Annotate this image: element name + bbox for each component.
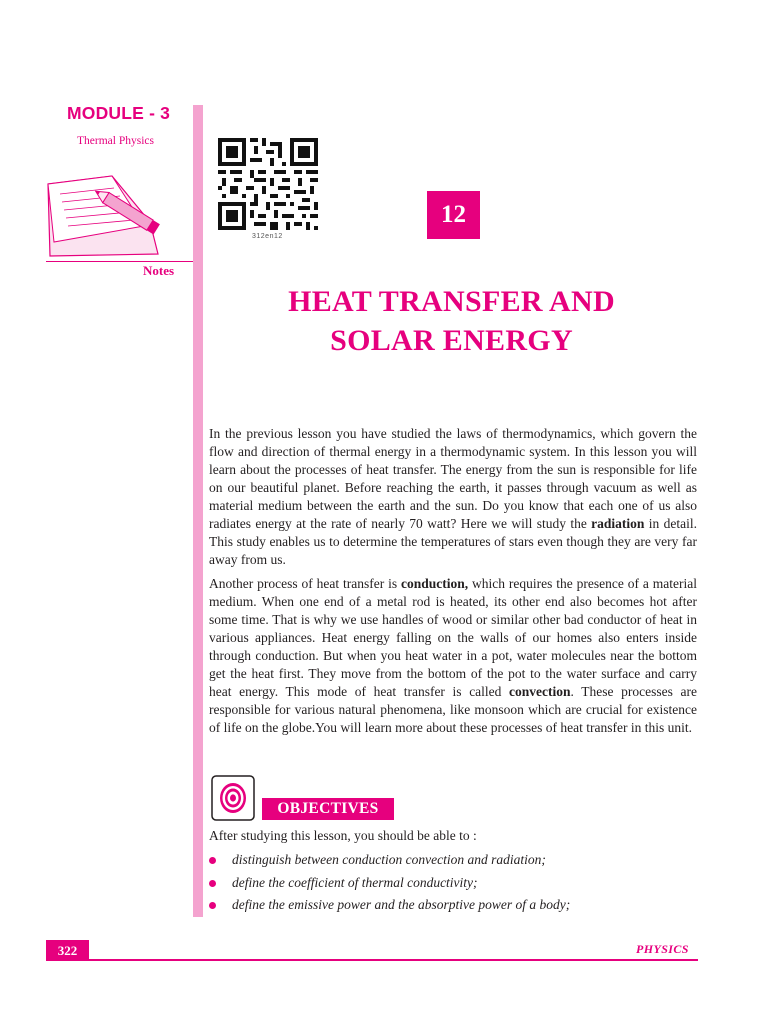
footer-subject: PHYSICS xyxy=(636,942,689,956)
chapter-title xyxy=(250,282,653,360)
p2-bold-convection: convection xyxy=(509,684,571,699)
bullet-icon xyxy=(209,857,216,864)
objective-item xyxy=(209,897,570,913)
intro-paragraph-1 xyxy=(209,425,697,569)
bullet-icon xyxy=(209,902,216,909)
module-title: MODULE - 3 xyxy=(67,103,171,123)
notes-label: Notes xyxy=(143,263,175,278)
p2-text-a: Another process of heat transfer is xyxy=(209,576,401,591)
qr-code-label: 312en12 xyxy=(252,233,283,240)
objective-text: define the emissive power and the absorptive power of a body; xyxy=(232,897,571,912)
footer-divider xyxy=(46,959,698,961)
objective-text: distinguish between conduction convection and radiation; xyxy=(232,852,546,867)
notes-divider xyxy=(46,261,194,262)
p1-bold-radiation: radiation xyxy=(591,516,645,531)
p1-text-b: in detail. This study enables us to determine the temperatures of stars even though they are very far away from us. xyxy=(209,516,697,567)
chapter-number: 12 xyxy=(427,191,480,239)
objectives-heading: OBJECTIVES xyxy=(262,798,394,820)
intro-paragraph-2 xyxy=(209,575,697,737)
module-subtitle: Thermal Physics xyxy=(77,135,154,147)
p2-bold-conduction: conduction, xyxy=(401,576,469,591)
p2-text-c: . These processes are responsible for various natural phenomena, like monsoon which are crucial for existence of life on the globe.You will learn more about these processes of heat transfer in this unit. xyxy=(209,684,698,735)
p1-text-a: In the previous lesson you have studied the laws of thermodynamics, which govern the flow and direction of thermal energy in a thermodynamic system. In this lesson you will learn about the processes of heat transfer. The energy from the sun is responsible for life on our beautiful planet. Before reaching the earth, it passes through vacuum as well as material medium between the earth and the sun. Do you know that each one of us also radiates energy at the rate of nearly 70 watt? Here we will study the xyxy=(209,426,697,531)
chapter-title-line2: SOLAR ENERGY xyxy=(330,324,573,357)
notepad-pencil-icon xyxy=(40,172,190,262)
chapter-title-line1: HEAT TRANSFER AND xyxy=(288,285,615,318)
objectives-intro: After studying this lesson, you should be able to : xyxy=(209,828,477,843)
objective-text: define the coefficient of thermal conductivity; xyxy=(232,875,478,890)
bullet-icon xyxy=(209,880,216,887)
qr-code-icon[interactable] xyxy=(218,138,318,230)
target-icon xyxy=(211,775,255,821)
page-number: 322 xyxy=(46,940,89,961)
objective-item xyxy=(209,875,478,891)
objective-item xyxy=(209,852,546,868)
p2-text-b: which requires the presence of a material medium. When one end of a metal rod is heated, its other end also becomes hot after some time. That is why we use handles of wood or similar other bad conductor of heat in various appliances. Heat energy falling on the walls of our homes also enters inside through conduction. But when you heat water in a pot, water molecules near the bottom get the heat first. They move from the bottom of the pot to the water surface and carry heat energy. This mode of heat transfer is called xyxy=(209,576,697,699)
margin-bar xyxy=(193,105,203,917)
